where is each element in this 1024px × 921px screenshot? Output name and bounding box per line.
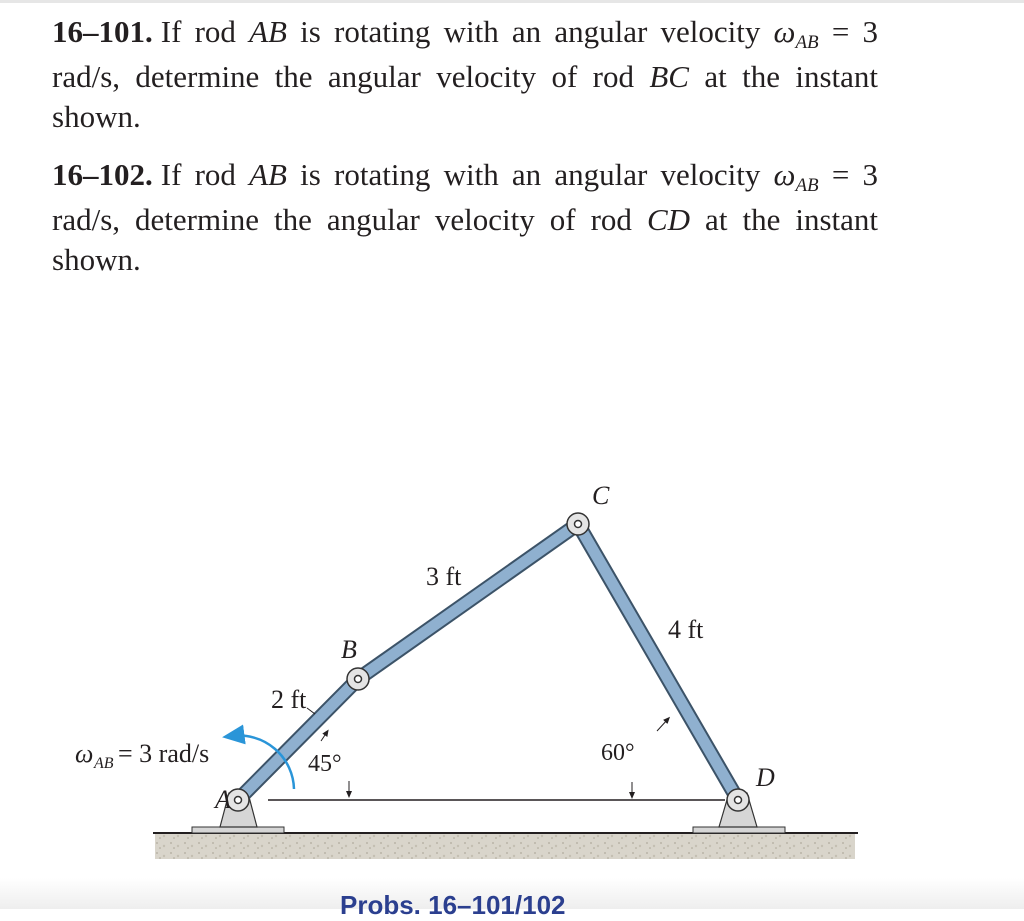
omega-ab-label	[75, 739, 209, 772]
pin-b	[347, 668, 369, 690]
svg-text:AB: AB	[94, 755, 114, 772]
rod-bc	[358, 524, 578, 679]
problem-number: 16–101.	[52, 14, 153, 49]
label-c: C	[592, 481, 610, 510]
problem-number: 16–102.	[52, 157, 153, 192]
pin-c	[567, 513, 589, 535]
ground	[155, 833, 855, 859]
angle-d-label: 60°	[601, 740, 635, 766]
cd-length-label: 4 ft	[668, 615, 704, 644]
pin-d	[727, 789, 749, 811]
label-d: D	[756, 763, 775, 792]
svg-text:ω: ω	[75, 739, 94, 768]
ab-length-label: 2 ft	[271, 685, 307, 714]
ab-length-leader	[307, 708, 315, 714]
angle-a-arrow-up	[321, 732, 327, 741]
problem-16-101: 16–101. If rod AB is rotating with an angular velocity ωAB = 3 rad/s, determine the angular velocity of rod BC at the instant shown.	[52, 14, 879, 134]
problem-16-102: 16–102. If rod AB is rotating with an angular velocity ωAB = 3 rad/s, determine the angular velocity of rod CD at the instant shown.	[52, 157, 879, 277]
bc-length-label: 3 ft	[426, 562, 462, 591]
figure-caption: Probs. 16–101/102	[340, 890, 566, 920]
angle-a-label: 45°	[308, 751, 342, 777]
svg-text:= 3 rad/s: = 3 rad/s	[118, 739, 210, 768]
label-b: B	[341, 635, 357, 664]
label-a: A	[215, 785, 231, 814]
angle-d-arrow-up	[657, 719, 668, 731]
